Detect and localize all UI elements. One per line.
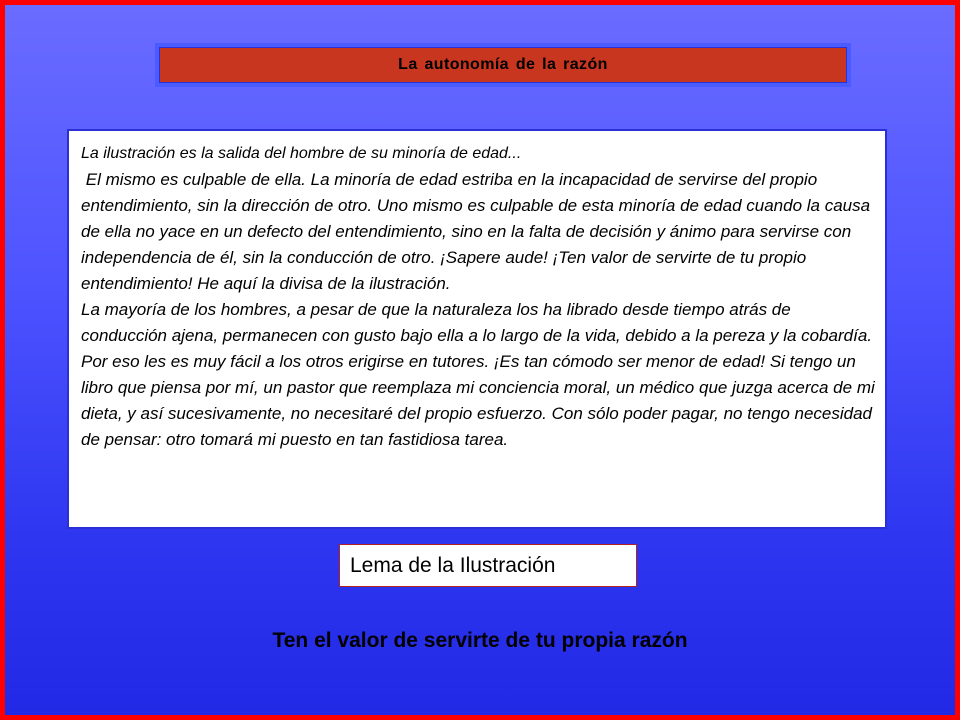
quote-paragraph-1: El mismo es culpable de ella. La minoría de edad estriba en la incapacidad de servirse del propio entendimiento, sin la dirección de otro. Uno mismo es culpable de esta minoría de edad cuando la causa de ella no yace en un defecto del entendimiento, sino en la falta de decisión y ánimo para servirse con independencia de él, sin la conducción de otro. ¡Sapere aude! ¡Ten valor de servirte de tu propio entendimiento! He aquí la divisa de la ilustración. bbox=[81, 170, 875, 293]
quote-paragraph-2: La mayoría de los hombres, a pesar de que la naturaleza los ha librado desde tiempo atrás de conducción ajena, permanecen con gusto bajo ella a lo largo de la vida, debido a la pereza y la cobardía. Por eso les es muy fácil a los otros erigirse en tutores. ¡Es tan cómodo ser menor de edad! Si tengo un libro que piensa por mí, un pastor que reemplaza mi conciencia moral, un médico que juzga acerca de mi dieta, y así sucesivamente, no necesitaré del propio esfuerzo. Con sólo poder pagar, no tengo necesidad de pensar: otro tomará mi puesto en tan fastidiosa tarea. bbox=[81, 300, 875, 449]
motto-label: Lema de la Ilustración bbox=[350, 553, 556, 577]
quote-opening-line: La ilustración es la salida del hombre de su minoría de edad... bbox=[81, 145, 522, 162]
motto-text: Ten el valor de servirte de tu propia razón bbox=[272, 629, 688, 652]
motto-label-box bbox=[339, 544, 637, 587]
quote-panel bbox=[67, 129, 887, 529]
title-banner bbox=[155, 43, 851, 87]
slide-title: La autonomía de la razón bbox=[398, 56, 608, 73]
